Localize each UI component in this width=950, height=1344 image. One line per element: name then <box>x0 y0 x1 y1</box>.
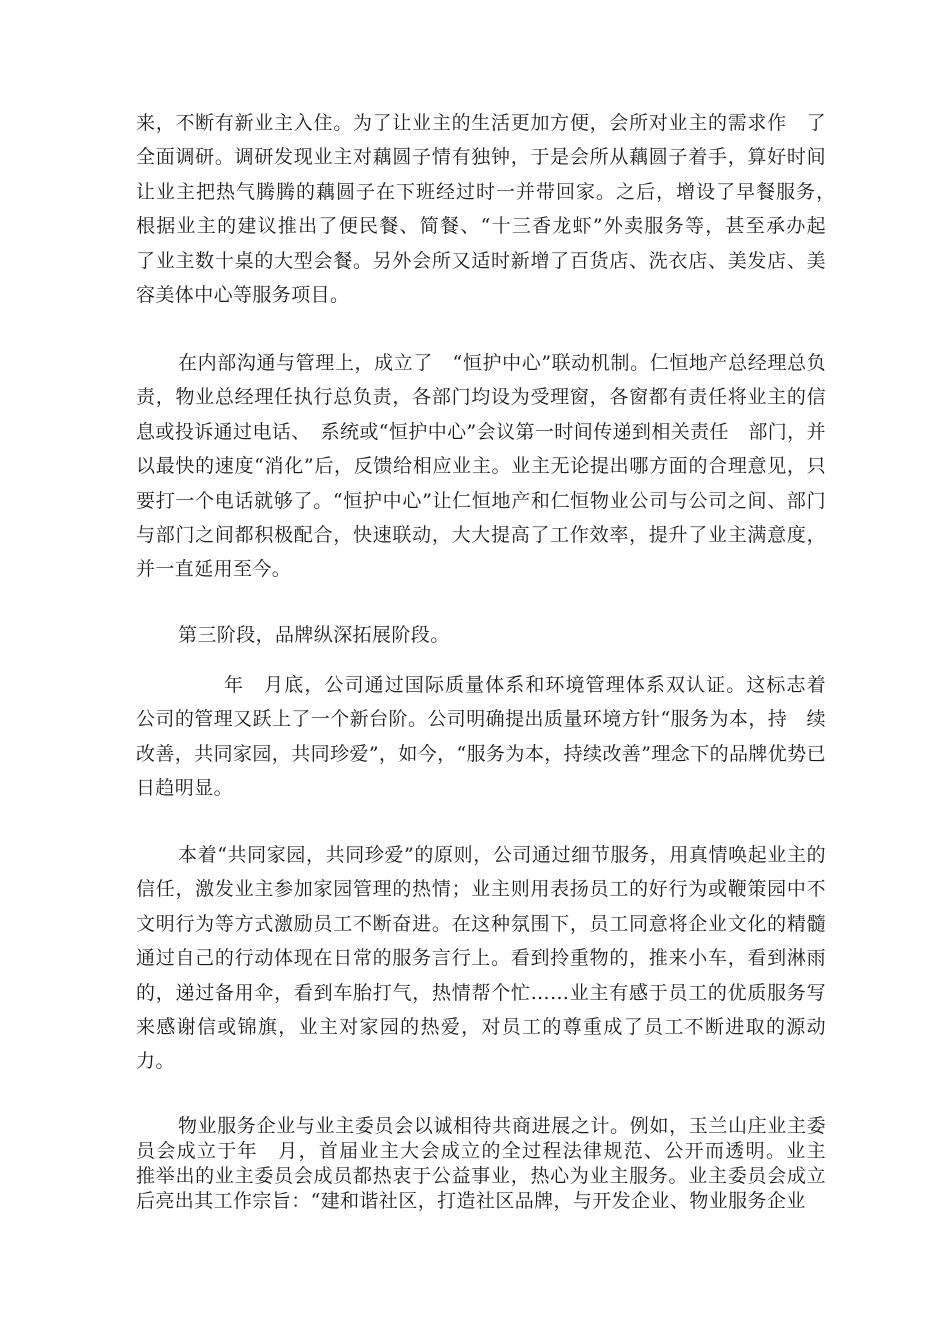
section-heading-stage-three: 第三阶段，品牌纵深拓展阶段。 <box>178 624 450 646</box>
paragraph-2: 在内部沟通与管理上，成立了 “恒护中心”联动机制。仁恒地产总经理总负 责，物业总经理任执行总负责，各部门均设为受理窗，各窗都有责任将业主的信息或投诉通过电话、 系统或“恒护中心”会议第一时间传递到相关责任 部门，并以最快的速度“消化”后，反馈给相应业主。业主无论提出哪方面的合理意见，只要打一个电话就够了。“恒护中心”让仁恒地产和仁恒物业公司与公司之间、部门与部门之间都积极配合，快速联动，大大提高了工作效率，提升了业主满意度，并一直延用至今。 <box>136 352 846 581</box>
paragraph-1: 来，不断有新业主入住。为了让业主的生活更加方便，会所对业主的需求作 了全面调研。调研发现业主对藕圆子情有独钟，于是会所从藕圆子着手，算好时间让业主把热气腾腾的藕圆子在下班经过时一并带回家。之后，增设了早餐服务， 根据业主的建议推出了便民餐、简餐、“十三香龙虾”外卖服务等，甚至承办起 了业主数十桌的大型会餐。另外会所又适时新增了百货店、洗衣店、美发店、美 容美体中心等服务项目。 <box>136 112 846 307</box>
paragraph-5: 物业服务企业与业主委员会以诚相待共商进展之计。例如，玉兰山庄业主委员会成立于年 月，首届业主大会成立的全过程法律规范、公开而透明。业主 推举出的业主委员会成员都热衷于公益事业，热心为业主服务。业主委员会成立后亮出其工作宗旨：“建和谐社区，打造社区品牌，与开发企业、物业服务企业 <box>136 1115 846 1212</box>
paragraph-4: 本着“共同家园，共同珍爱”的原则，公司通过细节服务，用真情唤起业主的信任，激发业主参加家园管理的热情；业主则用表扬员工的好行为或鞭策园中不文明行为等方式激励员工不断奋进。在这种氛围下，员工同意将企业文化的精髓通过自己的行动体现在日常的服务言行上。看到拎重物的，推来小车，看到淋雨的，递过备用伞，看到车胎打气，热情帮个忙……业主有感于员工的优质服务写来感谢信或锦旗，业主对家园的热爱，对员工的尊重成了员工不断进取的源动力。 <box>136 844 826 1073</box>
paragraph-3: 年 月底，公司通过国际质量体系和环境管理体系双认证。这标志着 公司的管理又跃上了一个新台阶。公司明确提出质量环境方针“服务为本，持 续改善，共同家园，共同珍爱”，如今，“服务为本，持续改善”理念下的品牌优势已日趋明显。 <box>136 674 846 800</box>
